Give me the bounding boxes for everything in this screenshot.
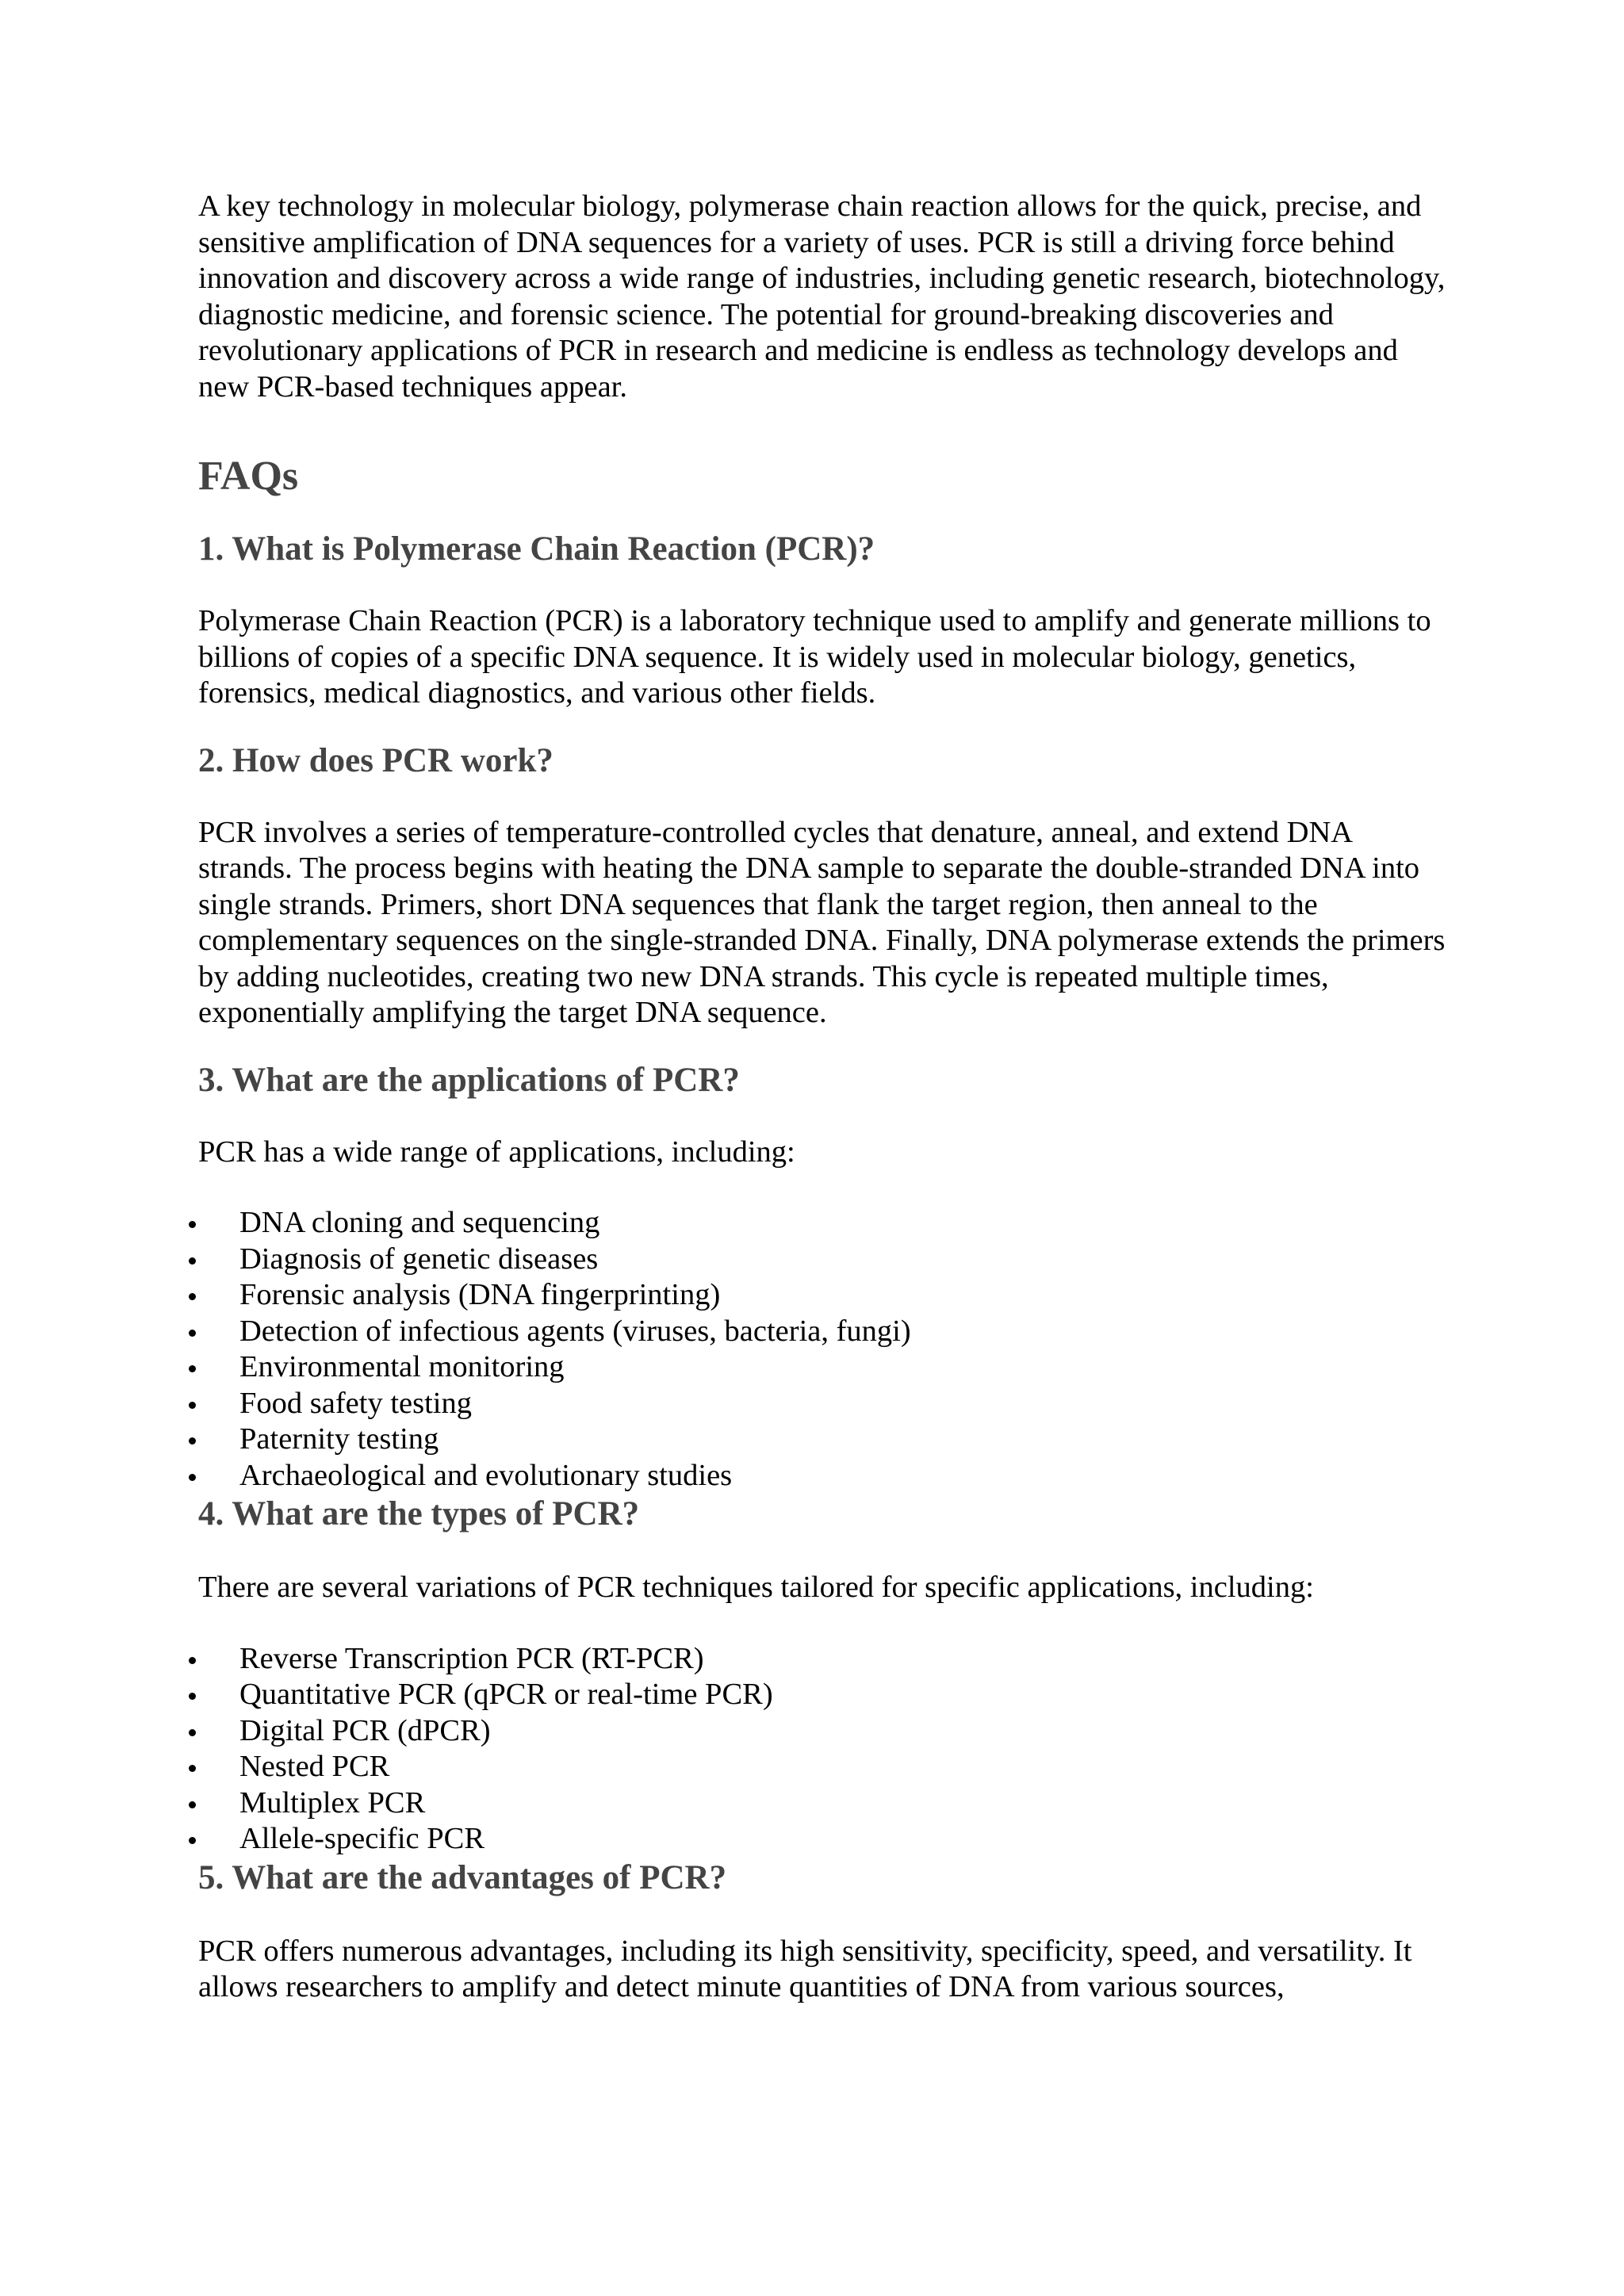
list-item-text: Diagnosis of genetic diseases	[239, 1242, 599, 1276]
list-item	[198, 1641, 1451, 1678]
bullet-icon	[189, 1729, 196, 1736]
list-item-text: Environmental monitoring	[239, 1350, 565, 1383]
list-item-text: DNA cloning and sequencing	[239, 1206, 600, 1239]
faq-question-4: 4. What are the types of PCR?	[198, 1495, 640, 1533]
list-item	[198, 1386, 1451, 1422]
list-item-text: Detection of infectious agents (viruses, bacteria, fungi)	[239, 1314, 911, 1348]
list-item	[198, 1242, 1451, 1278]
list-item-text: Reverse Transcription PCR (RT-PCR)	[239, 1641, 704, 1675]
list-item-text: Forensic analysis (DNA fingerprinting)	[239, 1278, 721, 1311]
faq-question-2: 2. How does PCR work?	[198, 741, 553, 779]
list-item	[198, 1349, 1451, 1386]
list-item	[198, 1749, 1451, 1785]
list-item-text: Digital PCR (dPCR)	[239, 1713, 491, 1747]
faq-answer-1: Polymerase Chain Reaction (PCR) is a laboratory technique used to amplify and generate millions to billions of copies of a specific DNA sequence. It is widely used in molecular biology, genetics, forensics, medical diagnostics, and various other fields.	[198, 604, 1431, 710]
list-item	[198, 1458, 1451, 1494]
faq-question-1: 1. What is Polymerase Chain Reaction (PCR)?	[198, 530, 875, 568]
bullet-icon	[189, 1474, 196, 1481]
bullet-icon	[189, 1801, 196, 1808]
pcr-types-list	[198, 1641, 1451, 1858]
list-item-text: Allele-specific PCR	[239, 1822, 485, 1855]
bullet-icon	[189, 1221, 196, 1228]
faq-answer-4-intro: There are several variations of PCR techniques tailored for specific applications, including:	[198, 1571, 1314, 1604]
list-item-text: Archaeological and evolutionary studies	[239, 1458, 733, 1492]
faq-answer-5: PCR offers numerous advantages, including its high sensitivity, specificity, speed, and versatility. It allows researchers to amplify and detect minute quantities of DNA from various sources,	[198, 1934, 1412, 2003]
list-item	[198, 1785, 1451, 1822]
document-content	[198, 189, 1451, 2006]
list-item	[198, 1277, 1451, 1314]
list-item-text: Multiplex PCR	[239, 1785, 426, 1820]
list-item	[198, 1677, 1451, 1713]
bullet-icon	[189, 1657, 196, 1664]
list-item-text: Paternity testing	[239, 1422, 439, 1456]
list-item	[198, 1422, 1451, 1458]
bullet-icon	[189, 1293, 196, 1300]
bullet-icon	[189, 1365, 196, 1372]
bullet-icon	[189, 1330, 196, 1337]
list-item	[198, 1314, 1451, 1350]
faq-answer-3-intro: PCR has a wide range of applications, including:	[198, 1135, 795, 1169]
list-item-text: Quantitative PCR (qPCR or real-time PCR)	[239, 1678, 773, 1711]
faq-answer-2: PCR involves a series of temperature-controlled cycles that denature, anneal, and extend DNA strands. The process begins with heating the DNA sample to separate the double-stranded DNA into single strands. Primers, short DNA sequences that flank the target region, then anneal to the complementary sequences on the single-stranded DNA. Finally, DNA polymerase extends the primers by adding nucleotides, creating two new DNA strands. This cycle is repeated multiple times, exponentially amplifying the target DNA sequence.	[198, 815, 1446, 1029]
bullet-icon	[189, 1765, 196, 1772]
faqs-heading: FAQs	[198, 453, 299, 499]
list-item	[198, 1713, 1451, 1750]
applications-list	[198, 1205, 1451, 1494]
intro-paragraph: A key technology in molecular biology, polymerase chain reaction allows for the quick, precise, and sensitive amplification of DNA sequences for a variety of uses. PCR is still a driving force behind innovation and discovery across a wide range of industries, including genetic research, biotechnology, diagnostic medicine, and forensic science. The potential for ground-breaking discoveries and revolutionary applications of PCR in research and medicine is endless as technology develops and new PCR-based techniques appear.	[198, 189, 1446, 404]
bullet-icon	[189, 1437, 196, 1445]
bullet-icon	[189, 1257, 196, 1265]
list-item	[198, 1205, 1451, 1242]
list-item	[198, 1821, 1451, 1858]
faq-question-3: 3. What are the applications of PCR?	[198, 1061, 740, 1099]
bullet-icon	[189, 1693, 196, 1700]
list-item-text: Nested PCR	[239, 1750, 390, 1783]
list-item-text: Food safety testing	[239, 1386, 472, 1420]
bullet-icon	[189, 1402, 196, 1409]
bullet-icon	[189, 1837, 196, 1844]
faq-question-5: 5. What are the advantages of PCR?	[198, 1858, 727, 1896]
